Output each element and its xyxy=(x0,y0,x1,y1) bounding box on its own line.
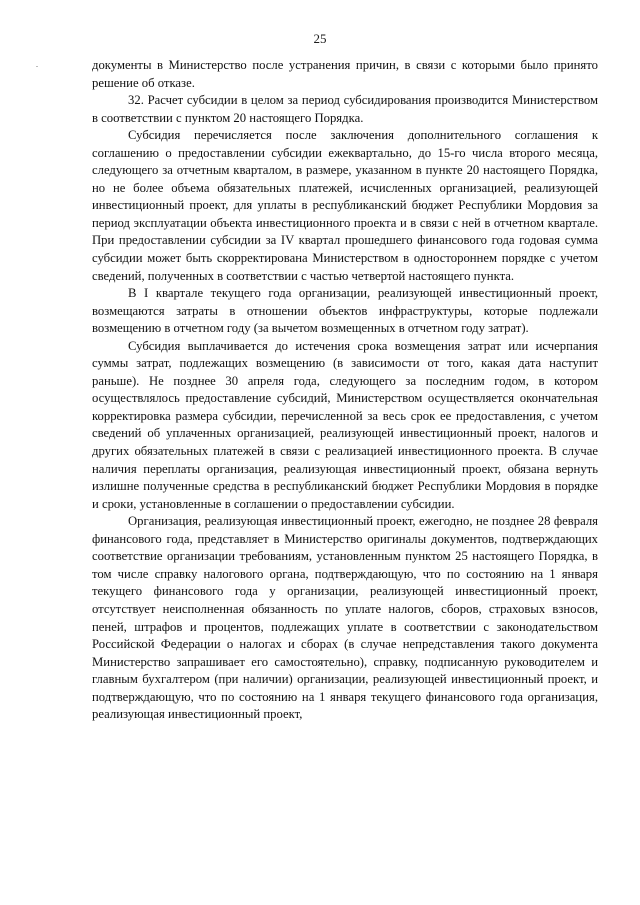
paragraph-first-quarter: В I квартале текущего года организации, реализующей инвестиционный проект, возмещаются затраты в отношении объектов инфраструктуры, которые подлежали возмещению в отчетном году (за вычетом возмещенных в отчетном году затрат). xyxy=(92,286,598,336)
scan-margin-mark xyxy=(36,66,38,67)
paragraph-annual-documents: Организация, реализующая инвестиционный проект, ежегодно, не позднее 28 февраля финансового года, представляет в Министерство оригиналы документов, подтверждающих соответствие организации требованиям, установленным пунктом 25 настоящего Порядка, в том числе справку налогового органа, подтверждающую, что по состоянию на 1 января текущего финансового года у организации, реализующей инвестиционный проект, отсутствует неисполненная обязанность по уплате налогов, сборов, страховых взносов, пеней, штрафов и процентов, подлежащих уплате в соответствии с законодательством Российской Федерации о налогах и сборах (в случае непредставления такого документа Министерство запрашивает его самостоятельно), справку, подписанную руководителем и главным бухгалтером (при наличии) организации, реализующей инвестиционный проект, и подтверждающую, что по состоянию на 1 января текущего финансового года организация, реализующая инвестиционный проект, xyxy=(92,514,598,722)
paragraph-clause-32: 32. Расчет субсидии в целом за период субсидирования производится Министерством в соответствии с пунктом 20 настоящего Порядка. xyxy=(92,93,598,125)
page-number: 25 xyxy=(313,31,327,46)
paragraph-subsidy-transfer: Субсидия перечисляется после заключения дополнительного соглашения к соглашению о предоставлении субсидии ежеквартально, до 15-го числа второго месяца, следующего за отчетным кварталом, в размере, указанном в пункте 20 настоящего Порядка, но не более объема обязательных платежей, исчисленных организацией, реализующей инвестиционный проект, для уплаты в республиканский бюджет Республики Мордовия за период эксплуатации объекта инвестиционного проекта и в связи с ней в отчетном квартале. При предоставлении субсидии за IV квартал прошедшего финансового года годовая сумма субсидии может быть скорректирована Министерством в одностороннем порядке с учетом сведений, полученных в соответствии с частью четвертой настоящего пункта. xyxy=(92,128,598,283)
paragraph-continuation: документы в Министерство после устранения причин, в связи с которыми было принято решение об отказе. xyxy=(92,58,598,90)
document-body xyxy=(92,57,598,724)
paragraph-subsidy-payment: Субсидия выплачивается до истечения срока возмещения затрат или исчерпания суммы затрат, подлежащих возмещению (в зависимости от того, какая дата наступит раньше). Не позднее 30 апреля года, следующего за последним годом, в котором осуществлялось предоставление субсидий, Министерством осуществляется окончательная корректировка размера субсидии, перечисленной за весь срок ее предоставления, с учетом сведений об уплаченных организацией, реализующей инвестиционный проект, налогов и других обязательных платежей в связи с реализацией инвестиционного проекта. В случае наличия переплаты организация, реализующая инвестиционный проект, обязана вернуть излишне полученные средства в республиканский бюджет Республики Мордовия в порядке и сроки, установленные в соглашении о предоставлении субсидии. xyxy=(92,338,598,511)
